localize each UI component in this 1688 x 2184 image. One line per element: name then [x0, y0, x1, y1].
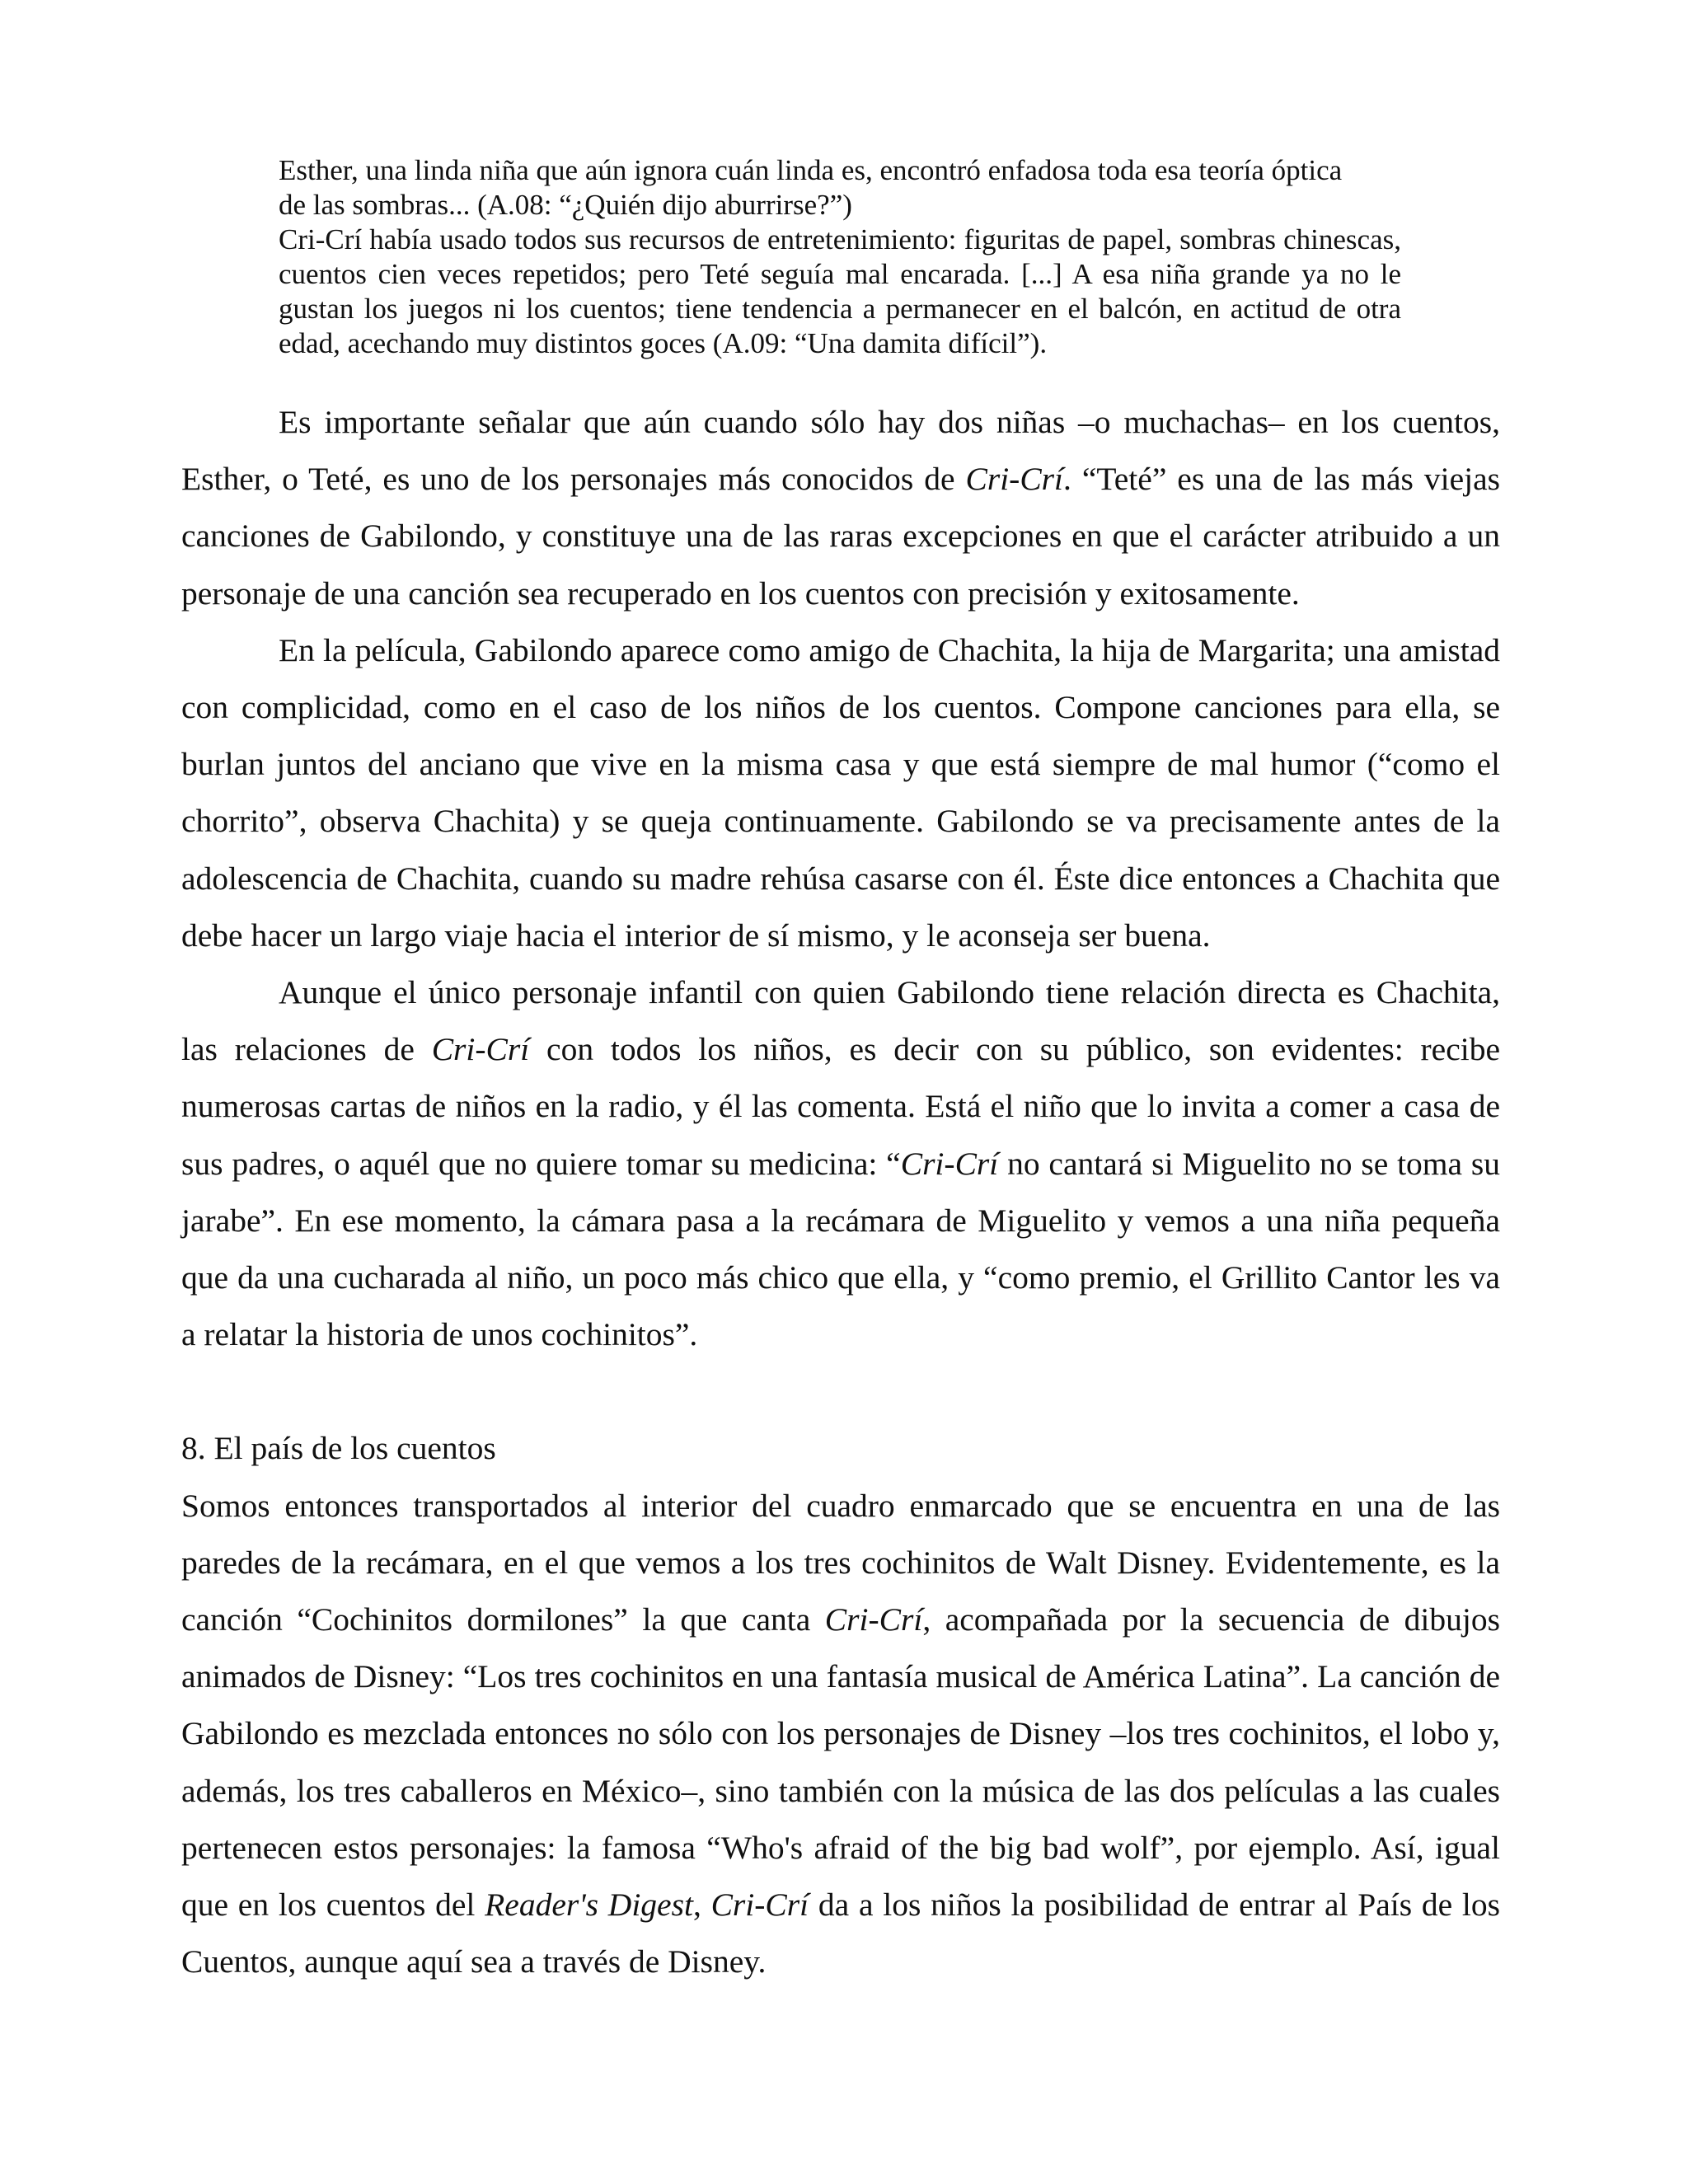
block-quote: [279, 153, 1401, 361]
paragraph-3: [181, 964, 1500, 1363]
quote-line-1: Esther, una linda niña que aún ignora cuán linda es, encontró enfadosa toda esa teoría óptica: [279, 154, 1343, 186]
italic-title: Cri-Crí: [965, 461, 1064, 498]
italic-title: Reader's Digest: [485, 1886, 693, 1924]
quote-paragraph-2: Cri-Crí había usado todos sus recursos de entretenimiento: figuritas de papel, sombras chinescas, cuentos cien veces repetidos; pero Teté seguía mal encarada. [...] A esa niña grande ya no le gustan los juegos ni los cuentos; tiene tendencia a permanecer en el balcón, en actitud de otra edad, acechando muy distintos goces (A.09: “Una damita difícil”).: [279, 223, 1401, 359]
italic-title: Cri-Crí: [431, 1031, 530, 1068]
body-text: [181, 394, 1500, 1990]
text-run: , acompañada por la secuencia de dibujos animados de Disney: “Los tres cochinitos en una fantasía musical de América Latina”. La canción de Gabilondo es mezclada entonces no sólo con los personajes de Disney –los tres cochinitos, el lobo y, además, los tres caballeros en México–, sino también con la música de las dos películas a las cuales pertenecen estos personajes: la famosa “Who's afraid of the big bad wolf”, por ejemplo. Así, igual que en los cuentos del: [181, 1601, 1500, 1924]
text-run: ,: [692, 1886, 711, 1924]
text-run: da a los niños la posibilidad de entrar al País de los Cuentos, aunque aquí sea a través de Disney.: [181, 1886, 1500, 1980]
paragraph-2: En la película, Gabilondo aparece como amigo de Chachita, la hija de Margarita; una amistad con complicidad, como en el caso de los niños de los cuentos. Compone canciones para ella, se burlan juntos del anciano que vive en la misma casa y que está siempre de mal humor (“como el chorrito”, observa Chachita) y se queja continuamente. Gabilondo se va precisamente antes de la adolescencia de Chachita, cuando su madre rehúsa casarse con él. Éste dice entonces a Chachita que debe hacer un largo viaje hacia el interior de sí mismo, y le aconseja ser buena.: [181, 631, 1500, 954]
paragraph-1: [181, 394, 1500, 622]
text-run: Somos entonces transportados al interior del cuadro enmarcado que se encuentra en una de las paredes de la recámara, en el que vemos a los tres cochinitos de Walt Disney. Evidentemente, es la canción “Cochinitos dormilones” la que canta: [181, 1487, 1500, 1638]
text-run: con todos los niños, es decir con su público, son evidentes: recibe numerosas cartas de niños en la radio, y él las comenta. Está el niño que lo invita a comer a casa de sus padres, o aquél que no quiere tomar su medicina: “: [181, 1031, 1501, 1182]
italic-title: Cri-Crí: [710, 1886, 809, 1924]
section-heading: 8. El país de los cuentos: [181, 1430, 496, 1467]
quote-line-2: de las sombras... (A.08: “¿Quién dijo aburrirse?”): [279, 189, 852, 221]
text-run: . “Teté” es una de las más viejas canciones de Gabilondo, y constituye una de las raras excepciones en que el carácter atribuido a un personaje de una canción sea recuperado en los cuentos con precisión y exitosamente.: [181, 461, 1501, 612]
italic-title: Cri-Crí: [824, 1601, 923, 1638]
text-run: no cantará si Miguelito no se toma su jarabe”. En ese momento, la cámara pasa a la recámara de Miguelito y vemos a una niña pequeña que da una cucharada al niño, un poco más chico que ella, y “como premio, el Grillito Cantor les va a relatar la historia de unos cochinitos”.: [181, 1145, 1500, 1353]
text-run: Aunque el único personaje infantil con quien Gabilondo tiene relación directa es Chachita, las relaciones de: [181, 974, 1500, 1068]
text-run: Es importante señalar que aún cuando sólo hay dos niñas –o muchachas– en los cuentos, Esther, o Teté, es uno de los personajes más conocidos de: [181, 404, 1500, 498]
paragraph-4: [181, 1478, 1500, 1991]
quote-paragraph-1: [279, 153, 1401, 223]
italic-title: Cri-Crí: [900, 1145, 999, 1182]
